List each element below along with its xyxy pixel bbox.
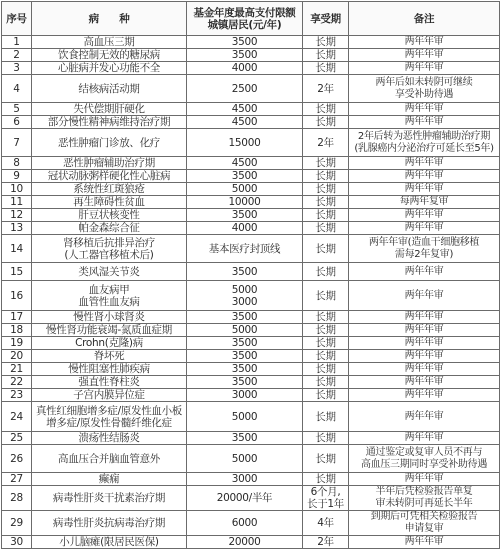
cell-limit: 3500 <box>187 170 303 183</box>
cell-no: 2 <box>2 49 32 62</box>
cell-period: 长期 <box>303 62 349 75</box>
cell-period: 长期 <box>303 311 349 324</box>
table-row <box>2 263 500 281</box>
cell-disease: 慢性阻塞性肺疾病 <box>32 363 187 376</box>
cell-period: 长期 <box>303 263 349 281</box>
cell-no: 10 <box>2 183 32 196</box>
cell-period: 长期 <box>303 196 349 209</box>
cell-note: 两年年审 <box>349 536 500 549</box>
cell-note: 两年年审 <box>349 350 500 363</box>
header-disease: 病 种 <box>32 2 187 36</box>
table-row <box>2 350 500 363</box>
cell-disease: 慢性肾功能衰竭-氮质血症期 <box>32 324 187 337</box>
cell-limit: 3500 <box>187 363 303 376</box>
header-period: 享受期 <box>303 2 349 36</box>
table-row <box>2 389 500 402</box>
header-limit: 基金年度最高支付限额 城镇居民(元/年) <box>187 2 303 36</box>
table-row <box>2 363 500 376</box>
table-row <box>2 311 500 324</box>
cell-period: 4年 <box>303 511 349 536</box>
cell-no: 12 <box>2 209 32 222</box>
cell-note: 两年年审 <box>349 389 500 402</box>
cell-disease: 心脏病并发心功能不全 <box>32 62 187 75</box>
cell-note: 两年年审 <box>349 324 500 337</box>
cell-disease: 子宫内膜异位症 <box>32 389 187 402</box>
table-row <box>2 473 500 486</box>
table-row <box>2 486 500 511</box>
table-row <box>2 337 500 350</box>
cell-limit: 5000 <box>187 183 303 196</box>
cell-period: 长期 <box>303 473 349 486</box>
cell-no: 21 <box>2 363 32 376</box>
cell-period: 长期 <box>303 389 349 402</box>
cell-note: 两年年审 <box>349 473 500 486</box>
cell-note: 两年年审 <box>349 337 500 350</box>
cell-limit: 基本医疗封顶线 <box>187 235 303 263</box>
cell-limit: 3500 <box>187 311 303 324</box>
table-row <box>2 445 500 473</box>
cell-limit: 3000 <box>187 473 303 486</box>
cell-period: 长期 <box>303 337 349 350</box>
header-no: 序号 <box>2 2 32 36</box>
table-row <box>2 116 500 129</box>
cell-disease: 血友病甲 血管性血友病 <box>32 281 187 311</box>
cell-disease: 结核病活动期 <box>32 75 187 103</box>
cell-disease: 恶性肿瘤辅助治疗期 <box>32 157 187 170</box>
cell-limit: 3500 <box>187 49 303 62</box>
cell-disease: 系统性红斑狼疮 <box>32 183 187 196</box>
table-row <box>2 49 500 62</box>
cell-disease: 高血压三期 <box>32 36 187 49</box>
cell-period: 长期 <box>303 209 349 222</box>
header-note: 备注 <box>349 2 500 36</box>
cell-note: 半年后凭检验报告单复 审未转阴可再延长半年 <box>349 486 500 511</box>
cell-note: 两年年审 <box>349 49 500 62</box>
cell-no: 15 <box>2 263 32 281</box>
cell-note: 两年年审 <box>349 263 500 281</box>
cell-disease: 冠状动脉粥样硬化性心脏病 <box>32 170 187 183</box>
cell-no: 8 <box>2 157 32 170</box>
table-row <box>2 235 500 263</box>
cell-note: 两年年审 <box>349 402 500 432</box>
cell-limit: 4500 <box>187 157 303 170</box>
cell-period: 长期 <box>303 170 349 183</box>
cell-disease: Crohn(克隆)病 <box>32 337 187 350</box>
cell-note: 两年年审 <box>349 170 500 183</box>
cell-note: 两年年审 <box>349 62 500 75</box>
cell-note: 每两年复审 <box>349 196 500 209</box>
cell-note: 两年年审 <box>349 432 500 445</box>
cell-no: 7 <box>2 129 32 157</box>
cell-disease: 小儿脑瘫(限居民医保) <box>32 536 187 549</box>
chronic-disease-table <box>1 1 500 549</box>
cell-disease: 部分慢性精神病维持治疗期 <box>32 116 187 129</box>
cell-limit: 4500 <box>187 116 303 129</box>
cell-period: 长期 <box>303 116 349 129</box>
cell-period: 长期 <box>303 324 349 337</box>
cell-limit: 3500 <box>187 376 303 389</box>
cell-note: 两年年审 <box>349 183 500 196</box>
cell-note: 两年年审 <box>349 311 500 324</box>
cell-period: 长期 <box>303 183 349 196</box>
cell-disease: 饮食控制无效的糖尿病 <box>32 49 187 62</box>
cell-disease: 类风湿关节炎 <box>32 263 187 281</box>
cell-no: 27 <box>2 473 32 486</box>
cell-period: 长期 <box>303 432 349 445</box>
cell-note: 两年年审 <box>349 376 500 389</box>
cell-note: 2年后转为恶性肿瘤辅助治疗期 (乳腺癌内分泌治疗可延长至5年) <box>349 129 500 157</box>
cell-disease: 肝豆状核变性 <box>32 209 187 222</box>
cell-disease: 真性红细胞增多症/原发性血小板 增多症/原发性骨髓纤维化症 <box>32 402 187 432</box>
cell-limit: 5000 <box>187 445 303 473</box>
cell-no: 5 <box>2 103 32 116</box>
cell-no: 28 <box>2 486 32 511</box>
cell-no: 30 <box>2 536 32 549</box>
table-row <box>2 75 500 103</box>
cell-disease: 再生障碍性贫血 <box>32 196 187 209</box>
table-row <box>2 129 500 157</box>
cell-disease: 高血压合并脑血管意外 <box>32 445 187 473</box>
cell-no: 11 <box>2 196 32 209</box>
cell-note: 通过鉴定或复审人员不再与 高血压三期同时享受补助待遇 <box>349 445 500 473</box>
cell-no: 6 <box>2 116 32 129</box>
cell-period: 6个月, 长于1年 <box>303 486 349 511</box>
cell-period: 2年 <box>303 129 349 157</box>
table-row <box>2 536 500 549</box>
cell-no: 25 <box>2 432 32 445</box>
cell-limit: 3500 <box>187 209 303 222</box>
cell-disease: 慢性肾小球肾炎 <box>32 311 187 324</box>
cell-limit: 3500 <box>187 432 303 445</box>
table-row <box>2 103 500 116</box>
cell-no: 19 <box>2 337 32 350</box>
table-row <box>2 183 500 196</box>
table-row <box>2 376 500 389</box>
cell-note: 两年年审 <box>349 281 500 311</box>
cell-limit: 3500 <box>187 263 303 281</box>
cell-no: 17 <box>2 311 32 324</box>
cell-limit: 3500 <box>187 350 303 363</box>
cell-disease: 恶性肿瘤门诊放、化疗 <box>32 129 187 157</box>
cell-disease: 癫痫 <box>32 473 187 486</box>
cell-limit: 6000 <box>187 511 303 536</box>
cell-period: 长期 <box>303 445 349 473</box>
cell-disease: 脊坏死 <box>32 350 187 363</box>
table-row <box>2 170 500 183</box>
cell-limit: 5000 3000 <box>187 281 303 311</box>
cell-period: 长期 <box>303 376 349 389</box>
cell-note: 两年后如未转阴可继续 享受补助待遇 <box>349 75 500 103</box>
cell-limit: 3500 <box>187 337 303 350</box>
cell-limit: 20000/半年 <box>187 486 303 511</box>
cell-period: 长期 <box>303 103 349 116</box>
cell-disease: 帕金森综合征 <box>32 222 187 235</box>
cell-period: 长期 <box>303 36 349 49</box>
table-row <box>2 36 500 49</box>
cell-disease: 强直性脊柱炎 <box>32 376 187 389</box>
table-row <box>2 222 500 235</box>
cell-note: 两年年审 <box>349 222 500 235</box>
cell-limit: 4500 <box>187 103 303 116</box>
cell-period: 长期 <box>303 350 349 363</box>
cell-limit: 5000 <box>187 324 303 337</box>
cell-period: 长期 <box>303 49 349 62</box>
table-row <box>2 209 500 222</box>
cell-period: 2年 <box>303 75 349 103</box>
cell-limit: 3000 <box>187 389 303 402</box>
cell-note: 两年年审 <box>349 363 500 376</box>
cell-period: 长期 <box>303 363 349 376</box>
cell-disease: 失代偿期肝硬化 <box>32 103 187 116</box>
cell-limit: 15000 <box>187 129 303 157</box>
table-row <box>2 281 500 311</box>
cell-period: 2年 <box>303 536 349 549</box>
header-row <box>2 2 500 36</box>
cell-no: 1 <box>2 36 32 49</box>
table-row <box>2 511 500 536</box>
cell-limit: 10000 <box>187 196 303 209</box>
cell-limit: 5000 <box>187 402 303 432</box>
table-row <box>2 62 500 75</box>
cell-period: 长期 <box>303 235 349 263</box>
cell-disease: 病毒性肝炎抗病毒治疗期 <box>32 511 187 536</box>
cell-no: 4 <box>2 75 32 103</box>
cell-no: 18 <box>2 324 32 337</box>
cell-no: 13 <box>2 222 32 235</box>
cell-note: 到期后可凭相关检验报告 申请复审 <box>349 511 500 536</box>
cell-period: 长期 <box>303 157 349 170</box>
cell-note: 两年年审 <box>349 36 500 49</box>
cell-period: 长期 <box>303 402 349 432</box>
cell-no: 16 <box>2 281 32 311</box>
table-row <box>2 432 500 445</box>
cell-note: 两年年审 <box>349 116 500 129</box>
cell-period: 长期 <box>303 281 349 311</box>
cell-no: 3 <box>2 62 32 75</box>
cell-no: 14 <box>2 235 32 263</box>
cell-no: 9 <box>2 170 32 183</box>
table-row <box>2 196 500 209</box>
cell-no: 20 <box>2 350 32 363</box>
cell-note: 两年年审 <box>349 103 500 116</box>
cell-limit: 4000 <box>187 62 303 75</box>
cell-no: 23 <box>2 389 32 402</box>
cell-disease: 溃疡性结肠炎 <box>32 432 187 445</box>
cell-no: 24 <box>2 402 32 432</box>
cell-limit: 4000 <box>187 222 303 235</box>
cell-limit: 3500 <box>187 36 303 49</box>
cell-limit: 20000 <box>187 536 303 549</box>
cell-note: 两年年审(造血干细胞移植 需每2年复审) <box>349 235 500 263</box>
cell-no: 29 <box>2 511 32 536</box>
cell-period: 长期 <box>303 222 349 235</box>
cell-disease: 肾移植后抗排异治疗 (人工器官移植术后) <box>32 235 187 263</box>
table-row <box>2 157 500 170</box>
cell-note: 两年年审 <box>349 209 500 222</box>
cell-note: 两年年审 <box>349 157 500 170</box>
cell-no: 22 <box>2 376 32 389</box>
cell-disease: 病毒性肝炎干扰素治疗期 <box>32 486 187 511</box>
table-body <box>2 36 500 549</box>
table-row <box>2 402 500 432</box>
table-row <box>2 324 500 337</box>
cell-limit: 2500 <box>187 75 303 103</box>
cell-no: 26 <box>2 445 32 473</box>
